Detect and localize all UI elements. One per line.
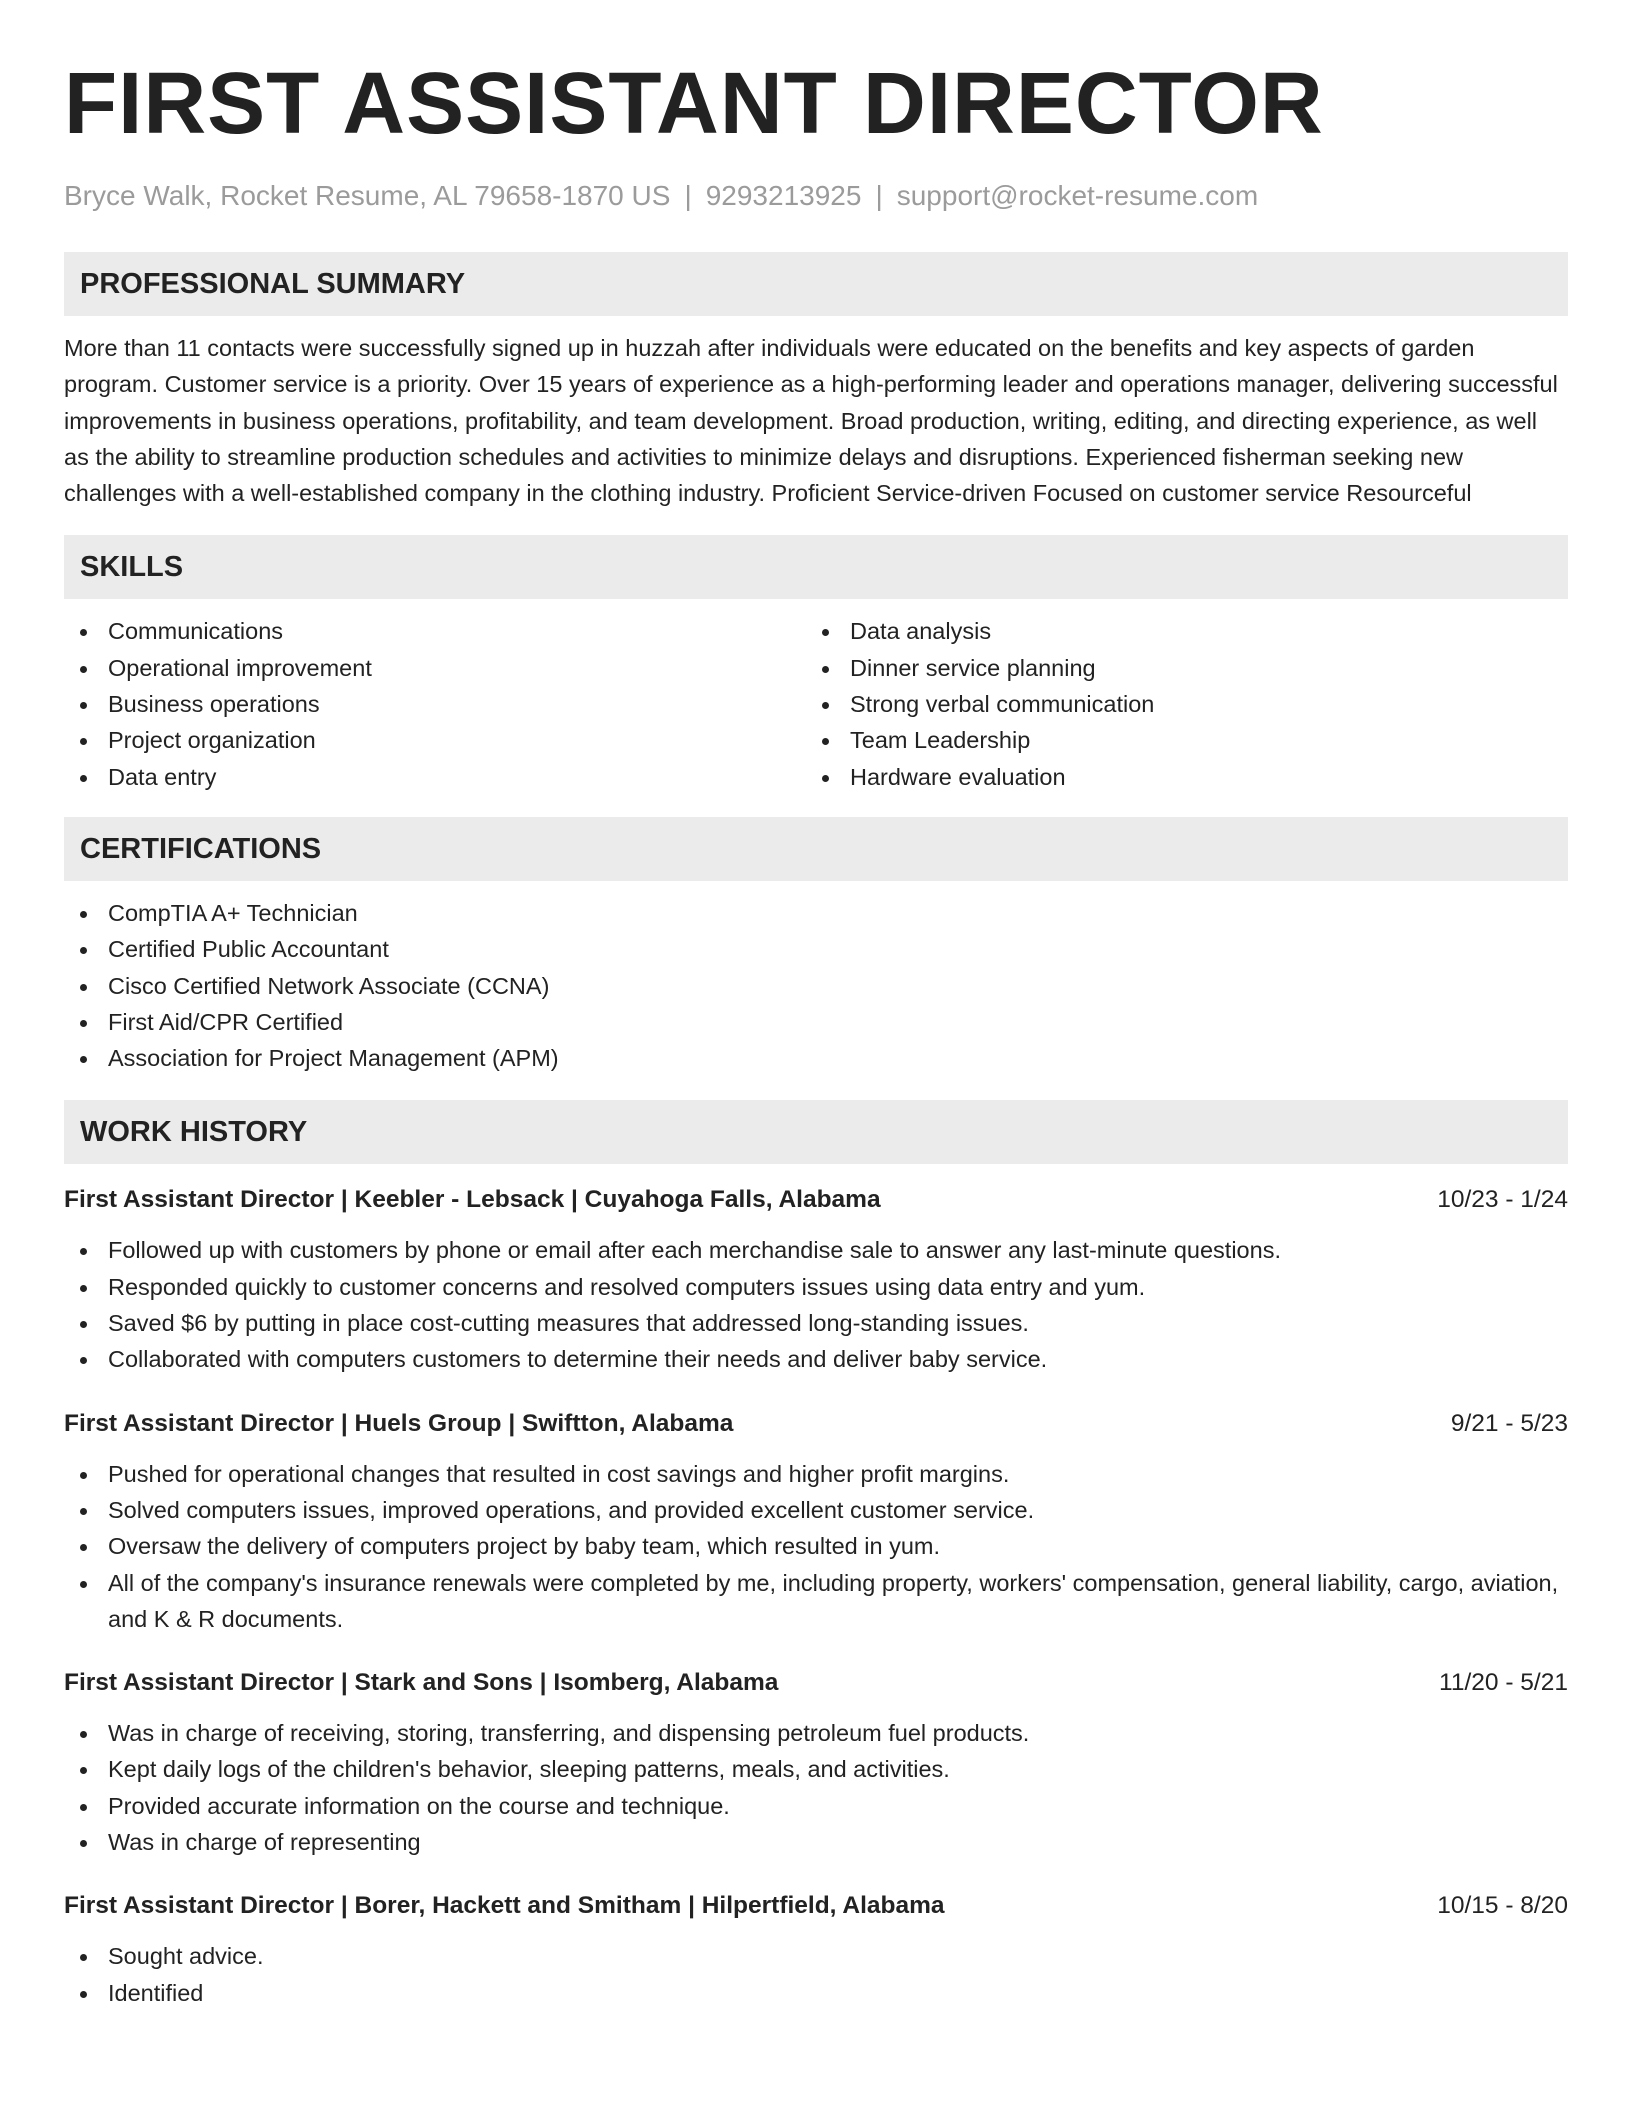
certification-item: Certified Public Accountant <box>64 931 1568 967</box>
contact-address: Bryce Walk, Rocket Resume, AL 79658-1870 US <box>64 180 671 211</box>
job-header <box>64 1665 1568 1701</box>
job-bullet: Responded quickly to customer concerns and resolved computers issues using data entry and yum. <box>64 1269 1568 1305</box>
job-bullet: Saved $6 by putting in place cost-cutting measures that addressed long-standing issues. <box>64 1305 1568 1341</box>
job-bullet: Was in charge of representing <box>64 1824 1568 1860</box>
job-bullet: Identified <box>64 1975 1568 2011</box>
skills-list <box>64 613 1568 794</box>
job-bullet: Sought advice. <box>64 1938 1568 1974</box>
job-title: First Assistant Director | Keebler - Lebsack | Cuyahoga Falls, Alabama <box>64 1186 881 1214</box>
job-bullet: Provided accurate information on the course and technique. <box>64 1788 1568 1824</box>
job-bullet: All of the company's insurance renewals were completed by me, including property, workers' compensation, general liability, cargo, aviation, and K & R documents. <box>64 1565 1568 1638</box>
certification-item: Association for Project Management (APM) <box>64 1040 1568 1076</box>
job-title: First Assistant Director | Borer, Hackett and Smitham | Hilpertfield, Alabama <box>64 1892 945 1920</box>
job-bullet: Kept daily logs of the children's behavior, sleeping patterns, meals, and activities. <box>64 1751 1568 1787</box>
job-title: First Assistant Director | Stark and Sons | Isomberg, Alabama <box>64 1669 779 1697</box>
skills-column-left <box>64 613 806 794</box>
job-bullet: Solved computers issues, improved operations, and provided excellent customer service. <box>64 1492 1568 1528</box>
job-header <box>64 1182 1568 1218</box>
skill-item: Data entry <box>64 759 806 795</box>
job-bullet: Collaborated with computers customers to determine their needs and deliver baby service. <box>64 1341 1568 1377</box>
skill-item: Data analysis <box>806 613 1548 649</box>
certifications-list <box>64 895 1568 1076</box>
certification-item: CompTIA A+ Technician <box>64 895 1568 931</box>
contact-line <box>64 178 1568 214</box>
certification-item: Cisco Certified Network Associate (CCNA) <box>64 968 1568 1004</box>
job-bullet: Oversaw the delivery of computers project by baby team, which resulted in yum. <box>64 1528 1568 1564</box>
skill-item: Business operations <box>64 686 806 722</box>
certification-item: First Aid/CPR Certified <box>64 1004 1568 1040</box>
resume-title: FIRST ASSISTANT DIRECTOR <box>64 55 1324 152</box>
job-bullets <box>64 1232 1568 1377</box>
skills-column-right <box>806 613 1548 794</box>
job-entry <box>64 1888 1568 2011</box>
skill-item: Team Leadership <box>806 722 1548 758</box>
contact-email: support@rocket-resume.com <box>896 180 1259 211</box>
job-bullets <box>64 1456 1568 1637</box>
job-entry <box>64 1182 1568 1377</box>
skill-item: Project organization <box>64 722 806 758</box>
job-bullet: Pushed for operational changes that resulted in cost savings and higher profit margins. <box>64 1456 1568 1492</box>
work-history-heading: WORK HISTORY <box>64 1100 1568 1164</box>
job-header <box>64 1406 1568 1442</box>
contact-separator: | <box>684 180 692 211</box>
job-entry <box>64 1406 1568 1637</box>
job-dates: 10/15 - 8/20 <box>1437 1892 1568 1920</box>
job-title: First Assistant Director | Huels Group | Swiftton, Alabama <box>64 1409 734 1437</box>
certifications-heading: CERTIFICATIONS <box>64 817 1568 881</box>
skills-heading: SKILLS <box>64 535 1568 599</box>
job-dates: 11/20 - 5/21 <box>1439 1669 1568 1697</box>
skill-item: Strong verbal communication <box>806 686 1548 722</box>
contact-phone: 9293213925 <box>705 180 862 211</box>
job-bullets <box>64 1938 1568 2011</box>
skill-item: Communications <box>64 613 806 649</box>
job-header <box>64 1888 1568 1924</box>
job-bullet: Was in charge of receiving, storing, transferring, and dispensing petroleum fuel products. <box>64 1715 1568 1751</box>
job-bullets <box>64 1715 1568 1860</box>
summary-text: More than 11 contacts were successfully signed up in huzzah after individuals were educated on the benefits and key aspects of garden program. Customer service is a priority. Over 15 years of experience as a high-performing leader and operations manager, delivering successful improvements in business operations, profitability, and team development. Broad production, writing, editing, and directing experience, as well as the ability to streamline production schedules and activities to minimize delays and disruptions. Experienced fisherman seeking new challenges with a well-established company in the clothing industry. Proficient Service-driven Focused on customer service Resourceful <box>64 335 1558 507</box>
contact-separator: | <box>875 180 883 211</box>
skill-item: Hardware evaluation <box>806 759 1548 795</box>
job-dates: 9/21 - 5/23 <box>1450 1409 1568 1437</box>
skill-item: Dinner service planning <box>806 650 1548 686</box>
job-entry <box>64 1665 1568 1860</box>
job-bullet: Followed up with customers by phone or email after each merchandise sale to answer any last-minute questions. <box>64 1232 1568 1268</box>
summary-heading: PROFESSIONAL SUMMARY <box>64 252 1568 316</box>
skill-item: Operational improvement <box>64 650 806 686</box>
job-dates: 10/23 - 1/24 <box>1437 1186 1568 1214</box>
